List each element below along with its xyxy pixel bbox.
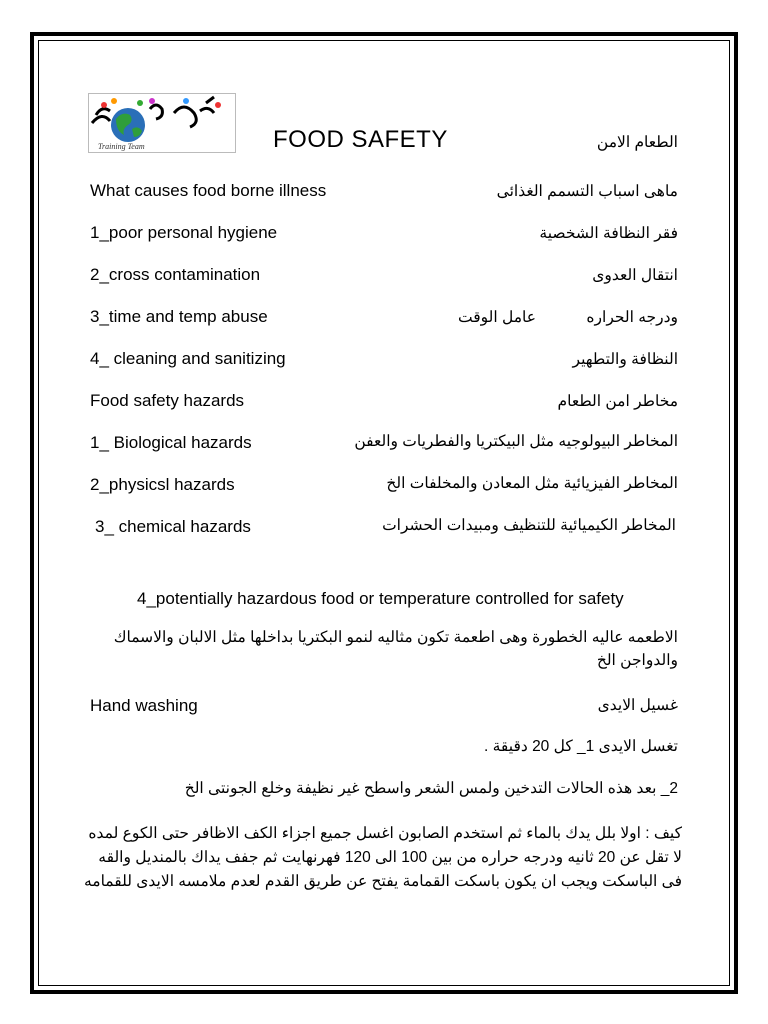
svg-text:Training Team: Training Team — [98, 142, 145, 151]
row-3-en: 2_cross contamination — [90, 265, 261, 284]
row-8-en: 2_physicsl hazards — [90, 475, 235, 494]
row-4-en: 3_time and temp abuse — [90, 307, 268, 326]
hand-washing-ar: غسيل الايدى — [597, 697, 678, 714]
row-5-en: 4_ cleaning and sanitizing — [90, 349, 286, 368]
hand-washing-how: كيف : اولا بلل يدك بالماء ثم استخدم الصابون اغسل جميع اجزاء الكف الاظافر حتى الكوع لمده لا تقل عن 20 ثانيه ودرجه حراره من بين 100 الى 120 فهرنهايت ثم جفف يداك بالمنديل والقه فى الباسكت ويجب ان يكون باسكت القمامة يفتح عن طريق القدم لعدم ملامسه الايدى للقمامه — [83, 825, 682, 890]
hand-washing-line-2: 2_ بعد هذه الحالات التدخين ولمس الشعر واسطح غير نظيفة وخلع الجونتى الخ — [184, 780, 678, 797]
row-1-en: What causes food borne illness — [90, 181, 327, 200]
hand-washing-en: Hand washing — [90, 696, 198, 715]
row-7-ar: المخاطر البيولوجيه مثل البيكتريا والفطريات والعفن — [354, 433, 678, 450]
row-6-ar: مخاطر امن الطعام — [557, 393, 678, 410]
title-arabic: الطعام الامن — [596, 134, 678, 151]
row-7-en: 1_ Biological hazards — [90, 433, 252, 452]
row-3-ar: انتقال العدوى — [592, 267, 678, 284]
row-8-ar: المخاطر الفيزيائية مثل المعادن والمخلفات الخ — [386, 475, 678, 492]
row-4-ar: ودرجه الحراره — [586, 309, 678, 326]
row-9-en: 3_ chemical hazards — [95, 517, 251, 536]
page-title: FOOD SAFETY — [273, 126, 448, 153]
hand-washing-line-1: تغسل الايدى 1_ كل 20 دقيقة . — [484, 738, 678, 755]
row-1-ar: ماهى اسباب التسمم الغذائى — [496, 183, 678, 200]
item-4-ar: الاطعمه عاليه الخطورة وهى اطعمة تكون مثاليه لنمو البكتريا بداخلها مثل الالبان والاسماك والدواجن الخ — [113, 629, 678, 669]
row-9-ar: المخاطر الكيميائية للتنظيف ومبيدات الحشرات — [382, 517, 676, 534]
row-4-ar-mid: عامل الوقت — [458, 309, 536, 326]
row-6-en: Food safety hazards — [90, 391, 245, 410]
row-5-ar: النظافة والتطهير — [572, 351, 678, 368]
row-2-en: 1_poor personal hygiene — [90, 223, 278, 242]
item-4-en: 4_potentially hazardous food or temperature controlled for safety — [137, 589, 624, 608]
training-team-logo — [88, 93, 236, 153]
row-2-ar: فقر النظافة الشخصية — [539, 225, 678, 242]
